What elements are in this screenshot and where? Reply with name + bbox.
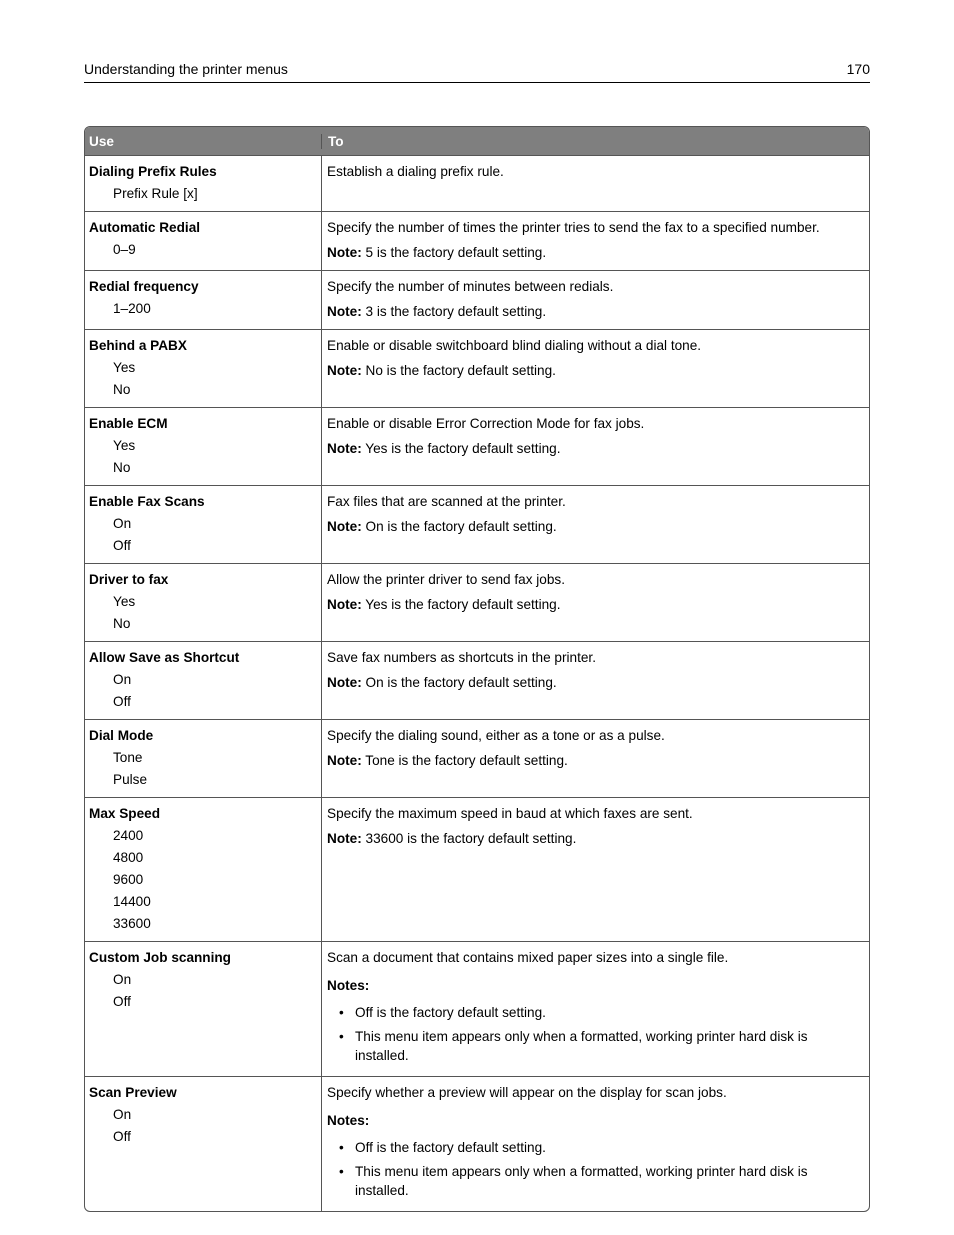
note-text: 5 is the factory default setting. <box>361 245 547 260</box>
note-label: Note: <box>327 519 362 534</box>
menu-item-option: 1–200 <box>113 301 151 316</box>
table-row <box>85 485 869 563</box>
page-number: 170 <box>846 61 870 77</box>
default-note <box>327 594 863 616</box>
to-cell <box>322 212 869 270</box>
menu-item-option: On <box>113 1107 132 1122</box>
to-cell <box>322 942 869 1076</box>
default-note <box>327 438 863 460</box>
use-cell <box>85 942 322 1076</box>
bullet-text: Off is the factory default setting. <box>355 1140 546 1155</box>
use-cell <box>85 486 322 563</box>
menu-item-option: Yes <box>113 438 136 453</box>
note-text: 33600 is the factory default setting. <box>361 831 577 846</box>
menu-item-description: Specify the maximum speed in baud at which faxes are sent. <box>327 806 693 821</box>
note-label: Note: <box>327 363 362 378</box>
table-row <box>85 941 869 1076</box>
table-row <box>85 329 869 407</box>
table-row <box>85 270 869 329</box>
to-cell <box>322 486 869 563</box>
default-note <box>327 360 863 382</box>
menu-item-option: Tone <box>113 750 143 765</box>
menu-item-description: Allow the printer driver to send fax jobs. <box>327 572 566 587</box>
menu-item-description: Enable or disable switchboard blind dialing without a dial tone. <box>327 338 702 353</box>
menu-item-description: Establish a dialing prefix rule. <box>327 164 504 179</box>
menu-item-option: Off <box>113 1129 131 1144</box>
table-header-row <box>85 127 869 155</box>
list-item <box>327 1027 863 1065</box>
table-row <box>85 407 869 485</box>
notes-list <box>327 1003 863 1065</box>
menu-settings-table <box>84 126 870 1212</box>
note-text: Tone is the factory default setting. <box>361 753 568 768</box>
menu-item-option: No <box>113 382 131 397</box>
note-text: Yes is the factory default setting. <box>361 441 561 456</box>
note-text: No is the factory default setting. <box>361 363 556 378</box>
list-item <box>327 1138 863 1157</box>
menu-item-description: Enable or disable Error Correction Mode for fax jobs. <box>327 416 645 431</box>
table-row <box>85 797 869 941</box>
page-header-title: Understanding the printer menus <box>84 61 288 77</box>
table-row <box>85 719 869 797</box>
use-cell <box>85 798 322 941</box>
menu-item-option: 14400 <box>113 894 151 909</box>
menu-item-option: Off <box>113 538 131 553</box>
menu-item-description: Specify the number of times the printer tries to send the fax to a specified number. <box>327 220 820 235</box>
default-note <box>327 516 863 538</box>
menu-item-name: Behind a PABX <box>89 338 187 353</box>
table-row <box>85 211 869 270</box>
note-text: 3 is the factory default setting. <box>361 304 547 319</box>
menu-item-option: On <box>113 516 132 531</box>
menu-item-description: Specify the number of minutes between redials. <box>327 279 614 294</box>
table-row <box>85 641 869 719</box>
menu-item-description: Specify the dialing sound, either as a tone or as a pulse. <box>327 728 665 743</box>
menu-item-name: Enable Fax Scans <box>89 494 205 509</box>
to-cell <box>322 1077 869 1211</box>
use-cell <box>85 642 322 719</box>
use-cell <box>85 408 322 485</box>
to-cell <box>322 330 869 407</box>
bullet-icon: • <box>339 1140 344 1155</box>
list-item <box>327 1162 863 1200</box>
to-cell <box>322 156 869 211</box>
column-header-use: Use <box>85 134 322 149</box>
note-text: On is the factory default setting. <box>361 519 557 534</box>
menu-item-name: Max Speed <box>89 806 161 821</box>
menu-item-name: Redial frequency <box>89 279 199 294</box>
note-label: Note: <box>327 753 362 768</box>
use-cell <box>85 720 322 797</box>
table-row <box>85 155 869 211</box>
menu-item-description: Fax files that are scanned at the printer. <box>327 494 566 509</box>
to-cell <box>322 271 869 329</box>
note-text: Yes is the factory default setting. <box>361 597 561 612</box>
menu-item-name: Automatic Redial <box>89 220 201 235</box>
default-note <box>327 301 863 323</box>
table-row <box>85 1076 869 1211</box>
menu-item-name: Enable ECM <box>89 416 168 431</box>
use-cell <box>85 156 322 211</box>
menu-item-option: Pulse <box>113 772 148 787</box>
default-note <box>327 672 863 694</box>
use-cell <box>85 271 322 329</box>
menu-item-description: Save fax numbers as shortcuts in the printer. <box>327 650 596 665</box>
use-cell <box>85 330 322 407</box>
menu-item-description: Scan a document that contains mixed paper sizes into a single file. <box>327 950 729 965</box>
bullet-text: This menu item appears only when a formatted, working printer hard disk is installed. <box>355 1029 808 1063</box>
menu-item-description: Specify whether a preview will appear on the display for scan jobs. <box>327 1085 727 1100</box>
use-cell <box>85 564 322 641</box>
note-label: Note: <box>327 831 362 846</box>
menu-item-name: Driver to fax <box>89 572 169 587</box>
default-note <box>327 828 863 850</box>
menu-item-option: On <box>113 972 132 987</box>
menu-item-option: Prefix Rule [x] <box>113 186 198 201</box>
note-label: Note: <box>327 597 362 612</box>
menu-item-option: No <box>113 616 131 631</box>
menu-item-option: 4800 <box>113 850 144 865</box>
to-cell <box>322 564 869 641</box>
menu-item-option: Yes <box>113 360 136 375</box>
use-cell <box>85 212 322 270</box>
notes-heading: Notes: <box>327 1113 370 1128</box>
menu-item-option: 0–9 <box>113 242 136 257</box>
default-note <box>327 750 863 772</box>
default-note <box>327 242 863 264</box>
menu-item-option: On <box>113 672 132 687</box>
bullet-icon: • <box>339 1029 344 1044</box>
note-text: On is the factory default setting. <box>361 675 557 690</box>
list-item <box>327 1003 863 1022</box>
menu-item-option: 9600 <box>113 872 144 887</box>
menu-item-option: Off <box>113 994 131 1009</box>
to-cell <box>322 720 869 797</box>
menu-item-name: Dialing Prefix Rules <box>89 164 217 179</box>
note-label: Note: <box>327 675 362 690</box>
to-cell <box>322 408 869 485</box>
to-cell <box>322 798 869 941</box>
use-cell <box>85 1077 322 1211</box>
menu-item-option: Off <box>113 694 131 709</box>
menu-item-option: 2400 <box>113 828 144 843</box>
to-cell <box>322 642 869 719</box>
menu-item-option: 33600 <box>113 916 151 931</box>
note-label: Note: <box>327 245 362 260</box>
column-header-to: To <box>328 133 344 149</box>
menu-item-name: Dial Mode <box>89 728 154 743</box>
menu-item-option: No <box>113 460 131 475</box>
bullet-text: This menu item appears only when a formatted, working printer hard disk is installed. <box>355 1164 808 1198</box>
notes-list <box>327 1138 863 1200</box>
note-label: Note: <box>327 441 362 456</box>
page-header <box>84 60 870 83</box>
notes-heading: Notes: <box>327 978 370 993</box>
bullet-text: Off is the factory default setting. <box>355 1005 546 1020</box>
note-label: Note: <box>327 304 362 319</box>
menu-item-name: Allow Save as Shortcut <box>89 650 240 665</box>
bullet-icon: • <box>339 1005 344 1020</box>
menu-item-name: Custom Job scanning <box>89 950 231 965</box>
bullet-icon: • <box>339 1164 344 1179</box>
menu-item-option: Yes <box>113 594 136 609</box>
table-row <box>85 563 869 641</box>
menu-item-name: Scan Preview <box>89 1085 177 1100</box>
